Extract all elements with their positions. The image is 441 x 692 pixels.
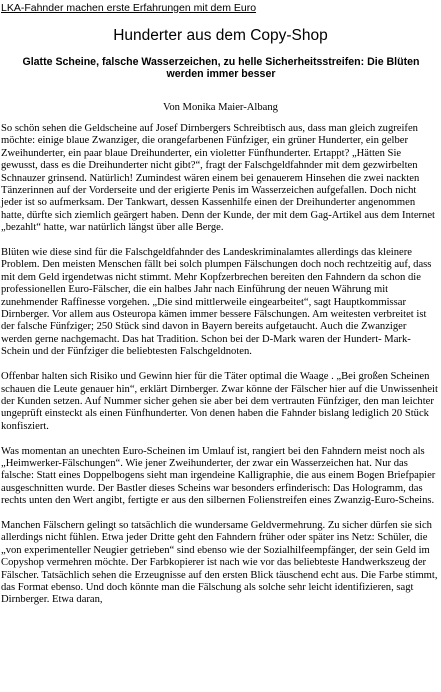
article-title-link[interactable]: LKA-Fahnder machen erste Erfahrungen mit dem Euro [1,2,257,14]
paragraph: Offenbar halten sich Risiko und Gewinn hier für die Täter optimal die Waage . „Bei großen Scheinen schauen die Leute genauer hin“, erklärt Dirnberger. Zwar könne der Fälscher hier auf die Unwissenheit der Kunden setzen. Auf Nummer sicher gehen sie aber bei dem vertrauten Fünfziger, den man leichter ungeprüft einsteckt als einen Fünfhunderter. Von denen haben die Fahnder bislang lediglich 20 Stück konfisziert. [1,371,438,432]
subheadline: Glatte Scheine, falsche Wasserzeichen, zu helle Sicherheitsstreifen: Die Blüten werden immer besser [22,56,420,80]
paragraph: Manchen Fälschern gelingt so tatsächlich die wundersame Geldvermehrung. Zu sicher dürfen sie sich allerdings nicht fühlen. Etwa jeder Dritte geht den Fahndern früher oder später ins Netz: Schüler, die „von experimenteller Neugier getrieben“ sind ebenso wie der Sozialhilfeempfänger, der sein Geld im Copyshop vermehren möchte. Der Farbkopierer ist nach wie vor das beliebteste Handwerkszeug der Fälscher. Tatsächlich sehen die Erzeugnisse auf den ersten Blick täuschend echt aus. Die Farbe stimmt, das Format ebenso. Und doch könnte man die Fälschung als solche sehr leicht identifizieren, sagt Dirnberger. Etwa daran, [1,519,438,606]
headline: Hunderter aus dem Copy-Shop [113,27,328,44]
article-body [1,123,439,619]
paragraph: Blüten wie diese sind für die Falschgeldfahnder des Landeskriminalamtes allerdings das kleinere Problem. Den meisten Menschen fällt bei solch plumpen Fälschungen doch noch rechtzeitig auf, dass mit dem Geld irgendetwas nicht stimmt. Mehr Kopfzerbrechen bereiten den Fahndern da schon die professionellen Euro-Fälscher, die ein halbes Jahr nach Einführung der neuen Währung mit zunehmender Raffinesse vorgehen. „Die sind mittlerweile eingearbeitet“, sagt Hauptkommissar Dirnberger. Vor allem aus Osteuropa kämen immer bessere Fälschungen. Am weitesten verbreitet ist der falsche Fünfziger; 250 Stück sind davon in Bayern bereits aufgetaucht. Auch die Zwanziger werden gerne nachgemacht. Das hat Tradition. Schon bei der D-Mark waren der Hundert- Mark-Schein und der Fünfziger die beliebtesten Falschgeldnoten. [1,247,432,358]
paragraph: Was momentan an unechten Euro-Scheinen im Umlauf ist, rangiert bei den Fahndern meist noch als „Heimwerker-Fälschungen“. Wie jener Zweihunderter, der zwar ein Wasserzeichen hat. Nur das falsche: Statt eines Doppelbogens sieht man irgendeine Kalligraphie, die aus einem Bogen Briefpapier ausgeschnitten wurde. Der Bastler dieses Scheins war besonders erfinderisch: Das Hologramm, das rechts unten den Wert angibt, fertigte er aus den silbernen Folienstreifen eines Zwanzig-Euro-Scheins. [1,445,436,507]
byline: Von Monika Maier-Albang [163,102,278,113]
paragraph: So schön sehen die Geldscheine auf Josef Dirnbergers Schreibtisch aus, dass man gleich zugreifen möchte: einige blaue Zwanziger, die orangefarbenen Fünfziger, ein grüner Hunderter, ein gelber Zweihunderter, ein paar blaue Dreihunderter, ein violetter Fünfhunderter. Ertappt? „Hätten Sie gewusst, dass es die Dreihunderter nicht gibt?“, fragt der Falschgeldfahnder mit dem gezwirbelten Schnauzer grinsend. Natürlich! Zumindest wären einem bei genauerem Hinsehen die zwei nackten Tänzerinnen auf der Vorderseite und der erigierte Penis im Wasserzeichen aufgefallen. Doch nicht jeder ist so aufmerksam. Der Tankwart, dessen Kassenhilfe einen der Dreihunderter angenommen hatte, dürfte sich ziemlich geärgert haben. Denn der Kunde, der mit dem Gag-Artikel aus dem Internet „bezahlt“ hatte, war natürlich längst über alle Berge. [1,123,435,234]
